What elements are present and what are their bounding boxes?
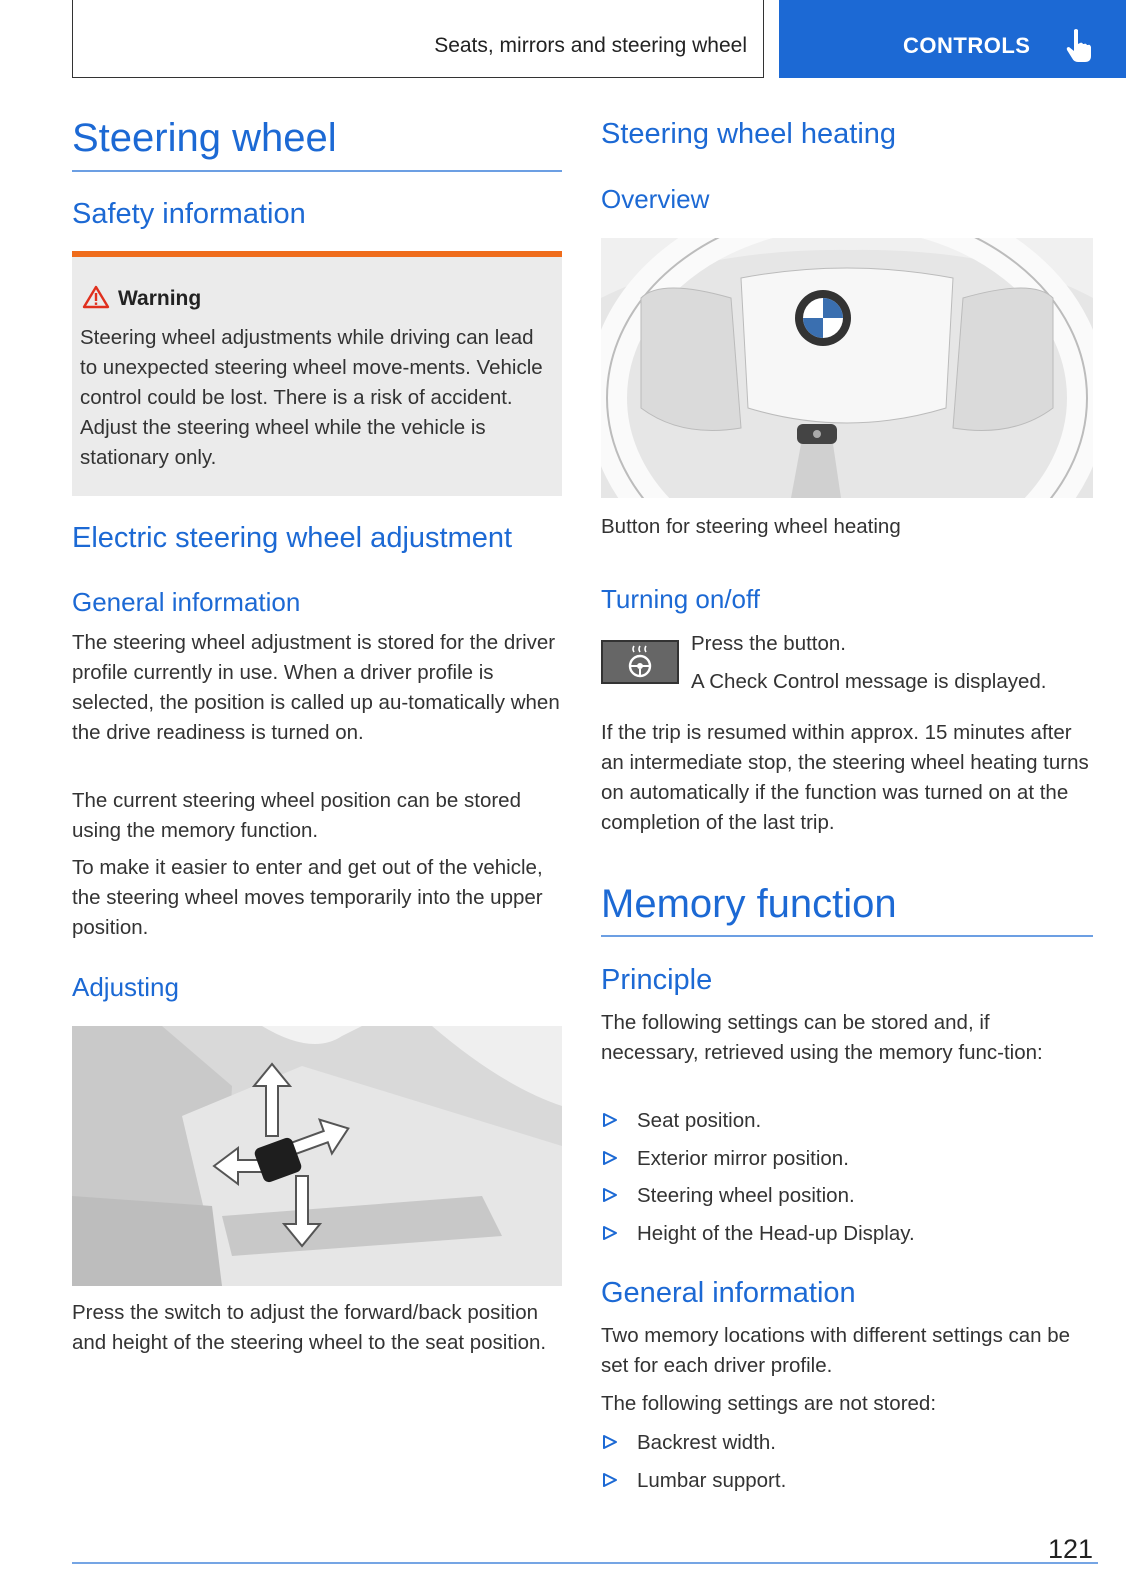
heading-memory-function: Memory function bbox=[601, 882, 897, 926]
bullet-triangle-icon bbox=[601, 1186, 619, 1204]
paragraph-principle: The following settings can be stored and, if necessary, retrieved using the memory func-tion: bbox=[601, 1011, 1043, 1064]
pointing-hand-icon bbox=[1065, 28, 1095, 64]
list-item: Seat position. bbox=[601, 1102, 915, 1140]
warning-box bbox=[72, 251, 562, 496]
bullet-triangle-icon bbox=[601, 1224, 619, 1242]
heading-principle: Principle bbox=[601, 964, 713, 996]
steering-wheel-heating-icon bbox=[603, 642, 677, 682]
heading-turning-on-off: Turning on/off bbox=[601, 584, 760, 614]
header-section-title: Seats, mirrors and steering wheel bbox=[434, 34, 747, 57]
list-item: Height of the Head-up Display. bbox=[601, 1215, 915, 1253]
turning-instruction-2: A Check Control message is displayed. bbox=[691, 670, 1047, 693]
list-item: Lumbar support. bbox=[601, 1462, 786, 1500]
bullet-triangle-icon bbox=[601, 1471, 619, 1489]
paragraph-general2-2: The following settings are not stored: bbox=[601, 1392, 937, 1415]
turning-instruction-1: Press the button. bbox=[691, 632, 846, 655]
heading-adjusting: Adjusting bbox=[72, 972, 179, 1002]
caption-overview: Button for steering wheel heating bbox=[601, 515, 901, 538]
heading-steering-wheel-heating: Steering wheel heating bbox=[601, 118, 897, 150]
list-item: Steering wheel position. bbox=[601, 1177, 915, 1215]
paragraph-general-3: To make it easier to enter and get out of the vehicle, the steering wheel moves temporarily into the upper position. bbox=[72, 856, 543, 939]
heading-overview: Overview bbox=[601, 184, 710, 214]
paragraph-general2-1: Two memory locations with different settings can be set for each driver profile. bbox=[601, 1324, 1071, 1377]
adjusting-switch-illustration bbox=[72, 1026, 562, 1286]
bullet-triangle-icon bbox=[601, 1433, 619, 1451]
steering-wheel-heating-button[interactable] bbox=[601, 640, 679, 684]
heading-general-information-2: General information bbox=[601, 1277, 856, 1309]
warning-text: Steering wheel adjustments while driving can lead to unexpected steering wheel move-ments. Vehicle control could be lost. There is a risk of accident. Adjust the steering wheel while the vehicle is stationary only. bbox=[80, 326, 543, 469]
header-section-box bbox=[72, 0, 764, 78]
bullet-triangle-icon bbox=[601, 1149, 619, 1167]
paragraph-adjusting: Press the switch to adjust the forward/back position and height of the steering wheel to the seat position. bbox=[72, 1301, 547, 1354]
heading-rule bbox=[72, 170, 562, 172]
paragraph-general-2: The current steering wheel position can be stored using the memory function. bbox=[72, 789, 521, 842]
not-stored-list bbox=[601, 1424, 786, 1499]
controls-tab-label: CONTROLS bbox=[903, 33, 1031, 58]
steering-wheel-illustration bbox=[601, 238, 1093, 498]
controls-tab[interactable] bbox=[779, 0, 1126, 78]
bullet-triangle-icon bbox=[601, 1111, 619, 1129]
heading-electric-adjustment: Electric steering wheel adjustment bbox=[72, 522, 513, 554]
page-number: 121 bbox=[1048, 1534, 1094, 1564]
heading-steering-wheel: Steering wheel bbox=[72, 116, 337, 160]
list-item: Backrest width. bbox=[601, 1424, 786, 1462]
footer-rule bbox=[72, 1562, 1098, 1564]
paragraph-general-1: The steering wheel adjustment is stored for the driver profile currently in use. When a driver profile is selected, the position is called up au-tomatically when the drive readiness is turned on. bbox=[72, 631, 560, 744]
paragraph-resume: If the trip is resumed within approx. 15 minutes after an intermediate stop, the steering wheel heating turns on automatically if the function was turned on at the completion of the last trip. bbox=[601, 721, 1089, 834]
warning-triangle-icon bbox=[82, 285, 110, 309]
warning-label: Warning bbox=[118, 287, 202, 310]
principle-list bbox=[601, 1102, 915, 1252]
warning-heading bbox=[82, 285, 201, 311]
heading-safety-information: Safety information bbox=[72, 198, 306, 230]
heading-general-information: General information bbox=[72, 587, 301, 617]
list-item: Exterior mirror position. bbox=[601, 1140, 915, 1178]
heading-rule-memory bbox=[601, 935, 1093, 937]
